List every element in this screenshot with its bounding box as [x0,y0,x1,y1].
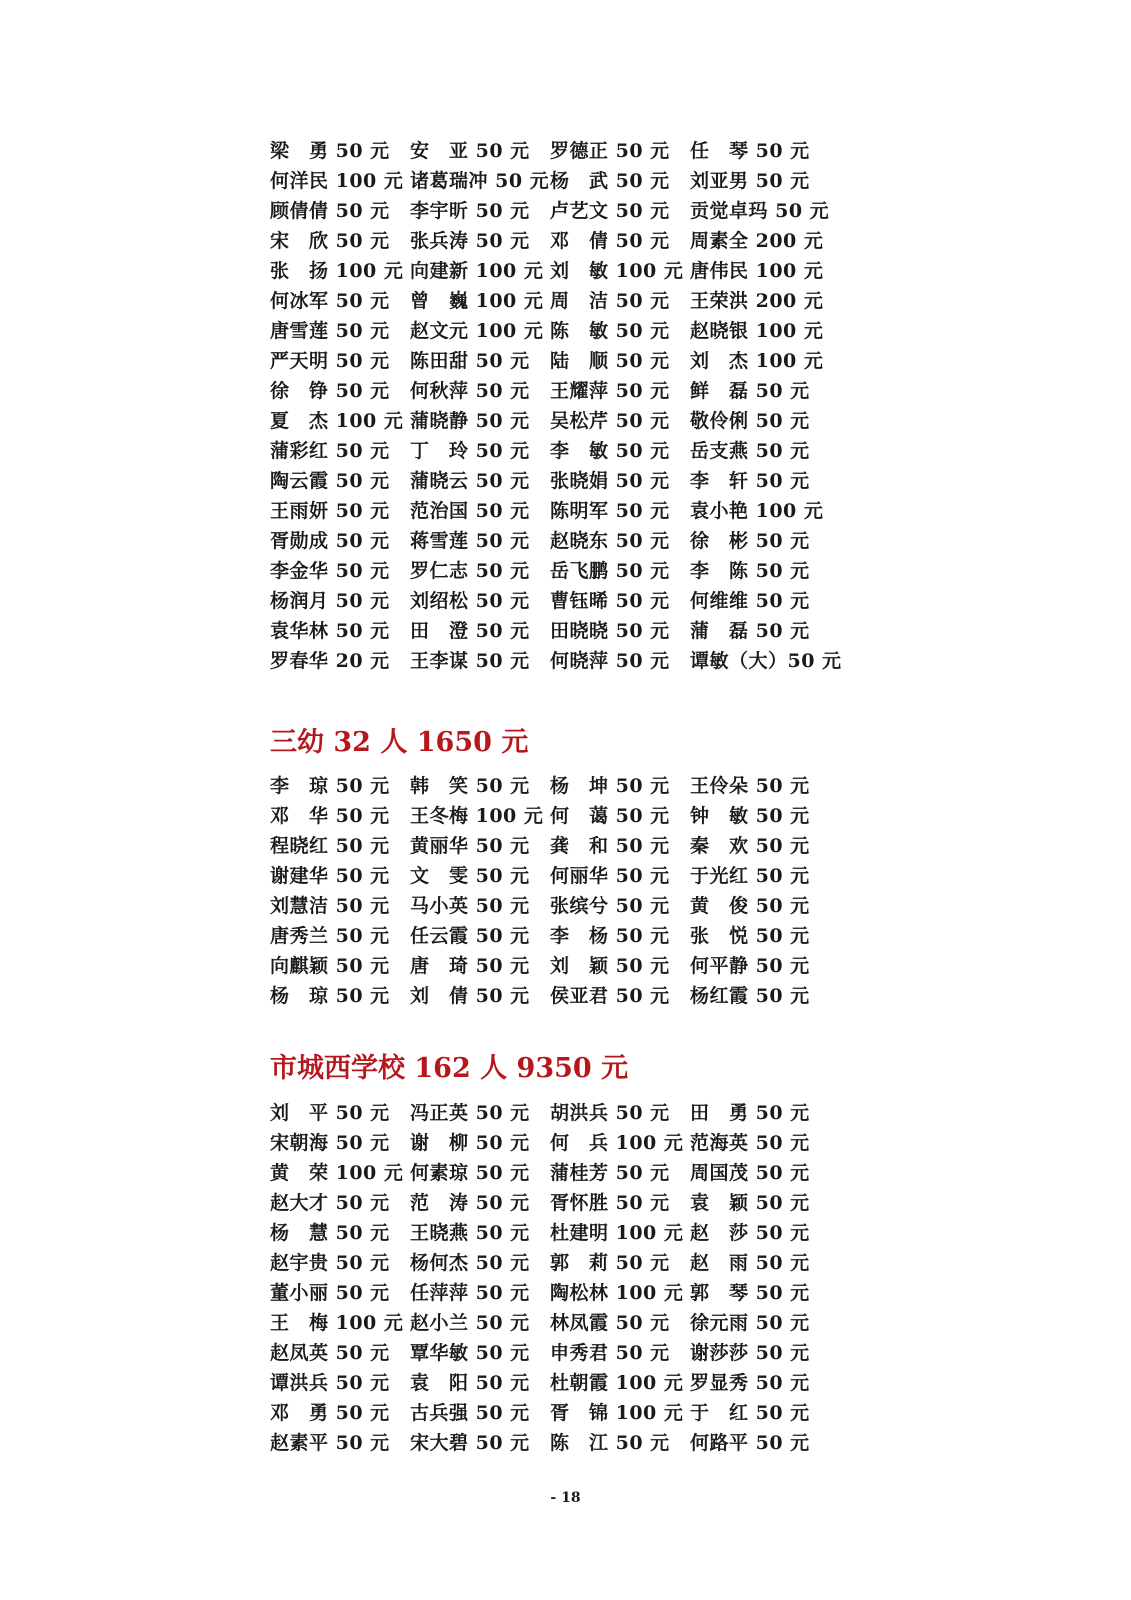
donor-entry: 覃华敏 50 元 [410,1342,530,1364]
donor-entry: 严天明 50 元 [270,350,390,372]
donor-entry: 任萍萍 50 元 [410,1282,530,1304]
donor-entry: 何秋萍 50 元 [410,380,530,402]
donor-entry: 鲜 磊 50 元 [690,380,810,402]
donor-entry: 李 杨 50 元 [550,925,670,947]
donor-entry: 范海英 50 元 [690,1132,810,1154]
donor-entry: 何丽华 50 元 [550,865,670,887]
donor-entry: 唐雪莲 50 元 [270,320,390,342]
donor-entry: 赵晓银 100 元 [690,320,824,342]
donor-entry: 蒲桂芳 50 元 [550,1162,670,1184]
donor-entry: 田 澄 50 元 [410,620,530,642]
donor-entry: 古兵强 50 元 [410,1402,530,1424]
donor-entry: 陶云霞 50 元 [270,470,390,492]
donor-entry: 谭洪兵 50 元 [270,1372,390,1394]
donor-entry: 赵小兰 50 元 [410,1312,530,1334]
donor-entry: 赵大才 50 元 [270,1192,390,1214]
donor-entry: 杨 琼 50 元 [270,985,390,1007]
donor-entry: 蒲晓静 50 元 [410,410,530,432]
donor-entry: 何素琼 50 元 [410,1162,530,1184]
donor-entry: 申秀君 50 元 [550,1342,670,1364]
donor-entry: 龚 和 50 元 [550,835,670,857]
donor-entry: 诸葛瑞冲 50 元 [410,170,550,192]
section-heading-chengxi-school: 市城西学校 162 人 9350 元 [270,1053,629,1084]
donor-entry: 黄丽华 50 元 [410,835,530,857]
donor-entry: 赵晓东 50 元 [550,530,670,552]
donor-entry: 赵 雨 50 元 [690,1252,810,1274]
donor-entry: 于 红 50 元 [690,1402,810,1424]
donor-entry: 董小丽 50 元 [270,1282,390,1304]
donor-entry: 何路平 50 元 [690,1432,810,1454]
donor-entry: 何晓萍 50 元 [550,650,670,672]
donor-entry: 徐元雨 50 元 [690,1312,810,1334]
donor-entry: 宋 欣 50 元 [270,230,390,252]
donor-entry: 田晓晓 50 元 [550,620,670,642]
donor-entry: 唐伟民 100 元 [690,260,824,282]
donor-entry: 宋朝海 50 元 [270,1132,390,1154]
donor-entry: 杜建明 100 元 [550,1222,684,1244]
donor-entry: 谢 柳 50 元 [410,1132,530,1154]
donor-entry: 谢建华 50 元 [270,865,390,887]
donor-entry: 袁华林 50 元 [270,620,390,642]
donor-entry: 何维维 50 元 [690,590,810,612]
donor-entry: 杨红霞 50 元 [690,985,810,1007]
donor-entry: 李 琼 50 元 [270,775,390,797]
donor-entry: 王伶朵 50 元 [690,775,810,797]
donor-entry: 王冬梅 100 元 [410,805,544,827]
donor-entry: 杨润月 50 元 [270,590,390,612]
donor-list-section-2 [270,771,890,1011]
donor-entry: 曹钰晞 50 元 [550,590,670,612]
donor-entry: 杜朝霞 100 元 [550,1372,684,1394]
donor-entry: 王李谋 50 元 [410,650,530,672]
donor-entry: 赵 莎 50 元 [690,1222,810,1244]
donor-entry: 吴松芹 50 元 [550,410,670,432]
donor-entry: 何冰军 50 元 [270,290,390,312]
donor-entry: 任云霞 50 元 [410,925,530,947]
donor-entry: 侯亚君 50 元 [550,985,670,1007]
donor-entry: 蒋雪莲 50 元 [410,530,530,552]
donor-entry: 蒲 磊 50 元 [690,620,810,642]
donor-entry: 胥勋成 50 元 [270,530,390,552]
donor-entry: 蒲晓云 50 元 [410,470,530,492]
donor-entry: 王晓燕 50 元 [410,1222,530,1244]
donor-entry: 陈 江 50 元 [550,1432,670,1454]
donor-entry: 田 勇 50 元 [690,1102,810,1124]
donor-entry: 安 亚 50 元 [410,140,530,162]
donor-list-section-1 [270,136,890,676]
donor-entry: 袁 颖 50 元 [690,1192,810,1214]
donor-entry: 徐 彬 50 元 [690,530,810,552]
donor-entry: 罗春华 20 元 [270,650,390,672]
donor-entry: 曾 巍 100 元 [410,290,544,312]
donor-entry: 刘 平 50 元 [270,1102,390,1124]
donor-entry: 程晓红 50 元 [270,835,390,857]
donor-entry: 张 悦 50 元 [690,925,810,947]
donor-entry: 郭 莉 50 元 [550,1252,670,1274]
donor-entry: 张兵涛 50 元 [410,230,530,252]
donor-entry: 杨 坤 50 元 [550,775,670,797]
donor-entry: 邓 华 50 元 [270,805,390,827]
donor-entry: 钟 敏 50 元 [690,805,810,827]
donor-entry: 林凤霞 50 元 [550,1312,670,1334]
donor-entry: 赵素平 50 元 [270,1432,390,1454]
donor-entry: 夏 杰 100 元 [270,410,404,432]
donor-entry: 刘 敏 100 元 [550,260,684,282]
donor-entry: 唐秀兰 50 元 [270,925,390,947]
donor-entry: 王 梅 100 元 [270,1312,404,1334]
donor-entry: 赵宇贵 50 元 [270,1252,390,1274]
donor-entry: 黄 俊 50 元 [690,895,810,917]
donor-entry: 周国茂 50 元 [690,1162,810,1184]
donor-entry: 李 轩 50 元 [690,470,810,492]
donor-entry: 顾倩倩 50 元 [270,200,390,222]
donor-entry: 向建新 100 元 [410,260,544,282]
donor-entry: 敬伶俐 50 元 [690,410,810,432]
donor-entry: 邓 倩 50 元 [550,230,670,252]
donor-entry: 周 洁 50 元 [550,290,670,312]
donor-entry: 李宇昕 50 元 [410,200,530,222]
donor-entry: 文 雯 50 元 [410,865,530,887]
donor-entry: 赵文元 100 元 [410,320,544,342]
donor-entry: 梁 勇 50 元 [270,140,390,162]
donor-entry: 王荣洪 200 元 [690,290,824,312]
donor-entry: 任 琴 50 元 [690,140,810,162]
donor-entry: 向麒颖 50 元 [270,955,390,977]
donor-entry: 陶松林 100 元 [550,1282,684,1304]
donor-entry: 张晓娟 50 元 [550,470,670,492]
donor-entry: 卢艺文 50 元 [550,200,670,222]
donor-entry: 刘亚男 50 元 [690,170,810,192]
donor-entry: 宋大碧 50 元 [410,1432,530,1454]
donor-entry: 罗仁志 50 元 [410,560,530,582]
donor-entry: 于光红 50 元 [690,865,810,887]
page-number: - 18 [550,1490,581,1506]
donor-entry: 何平静 50 元 [690,955,810,977]
donor-list-section-3 [270,1098,890,1458]
donor-entry: 陆 顺 50 元 [550,350,670,372]
donor-entry: 王耀萍 50 元 [550,380,670,402]
donor-entry: 范治国 50 元 [410,500,530,522]
donor-entry: 罗显秀 50 元 [690,1372,810,1394]
donor-entry: 蒲彩红 50 元 [270,440,390,462]
donor-entry: 岳支燕 50 元 [690,440,810,462]
donor-entry: 李 陈 50 元 [690,560,810,582]
donor-entry: 何 兵 100 元 [550,1132,684,1154]
donor-entry: 杨何杰 50 元 [410,1252,530,1274]
donor-entry: 刘绍松 50 元 [410,590,530,612]
donor-entry: 周素全 200 元 [690,230,824,252]
donor-entry: 唐 琦 50 元 [410,955,530,977]
donor-entry: 刘 杰 100 元 [690,350,824,372]
donor-entry: 范 涛 50 元 [410,1192,530,1214]
donor-entry: 刘慧洁 50 元 [270,895,390,917]
donor-entry: 李金华 50 元 [270,560,390,582]
donor-entry: 杨 慧 50 元 [270,1222,390,1244]
donor-entry: 陈明军 50 元 [550,500,670,522]
donor-entry: 赵凤英 50 元 [270,1342,390,1364]
donor-entry: 谭敏（大）50 元 [690,650,842,672]
donor-entry: 黄 荣 100 元 [270,1162,404,1184]
donor-entry: 王雨妍 50 元 [270,500,390,522]
donor-entry: 刘 倩 50 元 [410,985,530,1007]
donor-entry: 刘 颖 50 元 [550,955,670,977]
donor-entry: 冯正英 50 元 [410,1102,530,1124]
donor-entry: 马小英 50 元 [410,895,530,917]
donor-entry: 邓 勇 50 元 [270,1402,390,1424]
donor-entry: 胥怀胜 50 元 [550,1192,670,1214]
donor-entry: 胡洪兵 50 元 [550,1102,670,1124]
donor-entry: 张 扬 100 元 [270,260,404,282]
donor-entry: 陈田甜 50 元 [410,350,530,372]
donor-entry: 贡觉卓玛 50 元 [690,200,830,222]
donor-entry: 李 敏 50 元 [550,440,670,462]
donor-entry: 何洋民 100 元 [270,170,404,192]
donor-entry: 谢莎莎 50 元 [690,1342,810,1364]
section-heading-sanyou: 三幼 32 人 1650 元 [270,727,529,758]
donor-entry: 郭 琴 50 元 [690,1282,810,1304]
donor-entry: 丁 玲 50 元 [410,440,530,462]
donor-entry: 陈 敏 50 元 [550,320,670,342]
donor-entry: 杨 武 50 元 [550,170,670,192]
donor-entry: 胥 锦 100 元 [550,1402,684,1424]
donor-entry: 张缤兮 50 元 [550,895,670,917]
donor-entry: 岳飞鹏 50 元 [550,560,670,582]
donor-entry: 袁小艳 100 元 [690,500,824,522]
donor-entry: 袁 阳 50 元 [410,1372,530,1394]
donor-entry: 徐 铮 50 元 [270,380,390,402]
donor-entry: 罗德正 50 元 [550,140,670,162]
donor-entry: 秦 欢 50 元 [690,835,810,857]
donor-entry: 何 蔼 50 元 [550,805,670,827]
donor-entry: 韩 笑 50 元 [410,775,530,797]
